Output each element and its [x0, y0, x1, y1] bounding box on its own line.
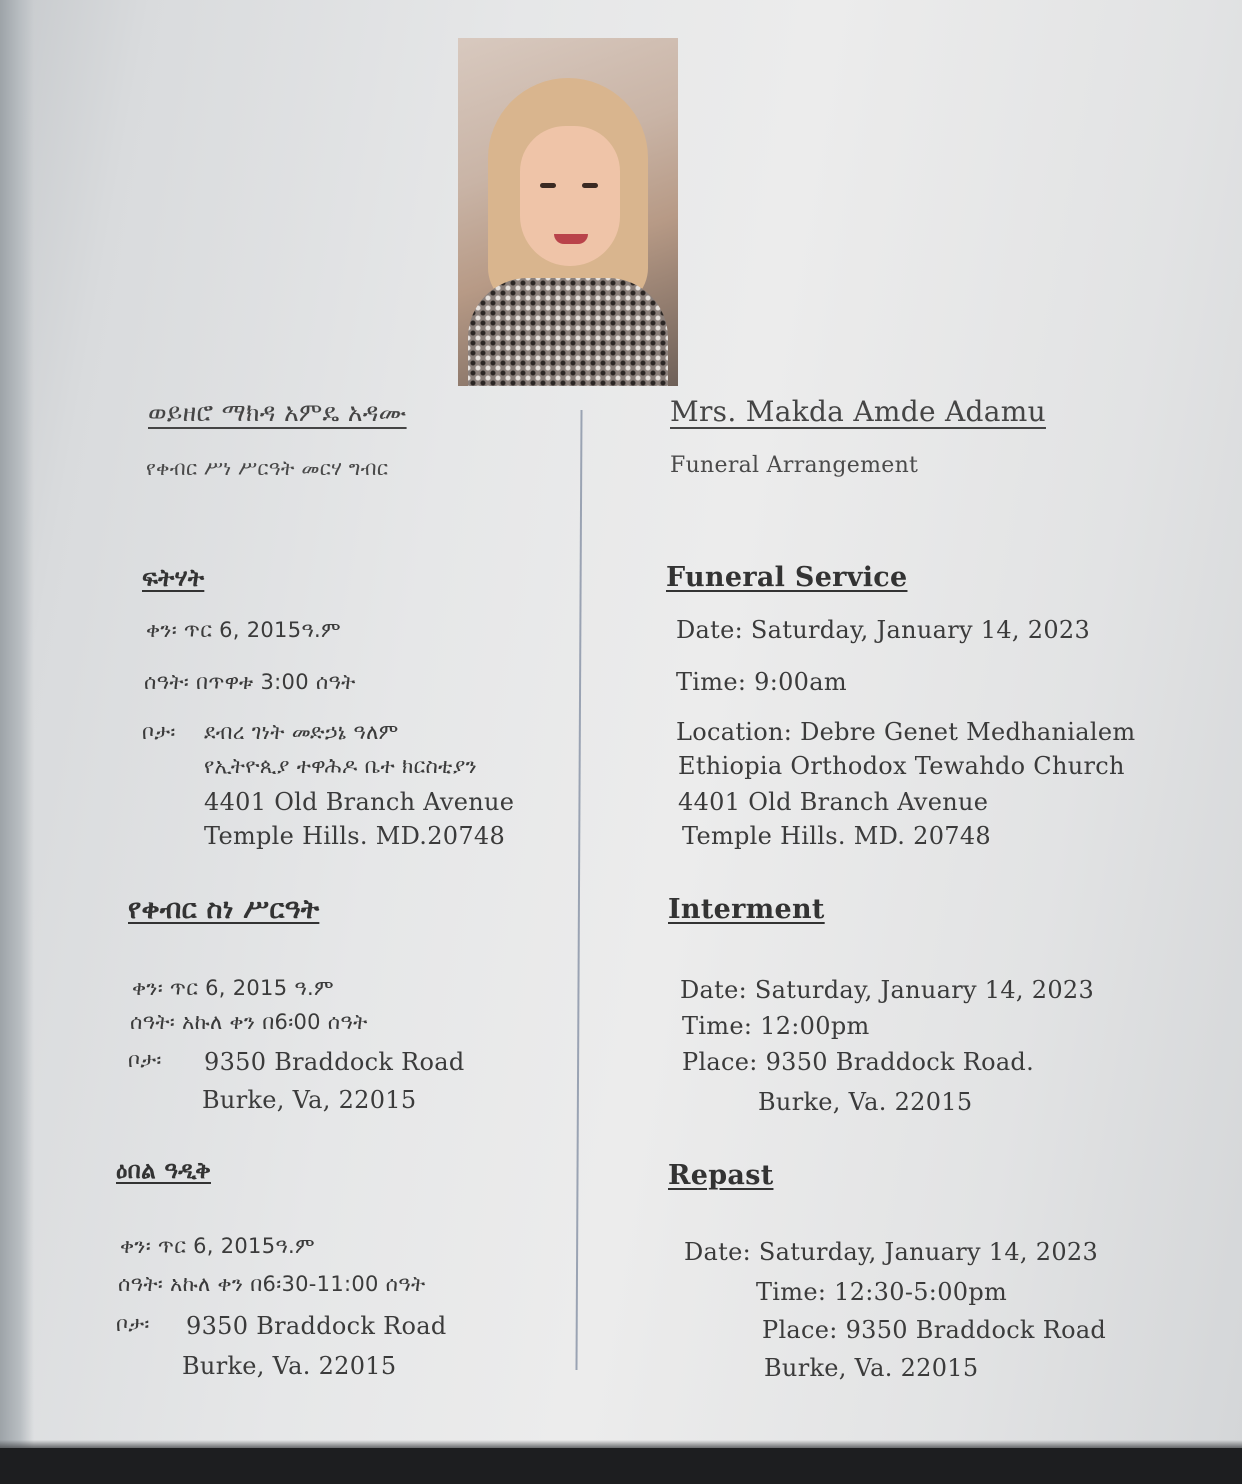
english-repast-place: Place: 9350 Braddock Road	[762, 1316, 1107, 1344]
amharic-interment-time: ሰዓት፡ አኩለ ቀን በ6፡00 ሰዓት	[130, 1010, 368, 1034]
amharic-service-address1: 4401 Old Branch Avenue	[204, 788, 515, 816]
amharic-service-date: ቀን፡ ጥር 6, 2015ዓ.ም	[146, 618, 341, 642]
amharic-service-address2: Temple Hills. MD.20748	[204, 822, 506, 850]
amharic-interment-date: ቀን፡ ጥር 6, 2015 ዓ.ም	[132, 976, 334, 1000]
amharic-service-location-label: ቦታ፡	[142, 720, 176, 744]
english-repast-heading: Repast	[668, 1160, 774, 1191]
amharic-interment-place-label: ቦታ፡	[128, 1048, 162, 1072]
portrait-patterned-top	[468, 278, 668, 386]
amharic-repast-address1: 9350 Braddock Road	[186, 1312, 447, 1340]
english-interment-date: Date: Saturday, January 14, 2023	[680, 976, 1095, 1004]
english-repast-date: Date: Saturday, January 14, 2023	[684, 1238, 1099, 1266]
page-edge-shadow	[0, 0, 34, 1450]
amharic-interment-address2: Burke, Va, 22015	[202, 1086, 417, 1114]
amharic-service-location-line2: የኢትዮጲያ ተዋሕዶ ቤተ ክርስቲያን	[204, 754, 477, 778]
english-interment-address2: Burke, Va. 22015	[758, 1088, 973, 1116]
english-service-location-line1: Location: Debre Genet Medhanialem	[676, 718, 1136, 746]
amharic-name: ወይዘሮ ማክዳ አምዴ አዳሙ	[148, 398, 407, 427]
amharic-subtitle: የቀብር ሥነ ሥርዓት መርሃ ግብር	[146, 456, 389, 480]
amharic-repast-date: ቀን፡ ጥር 6, 2015ዓ.ም	[120, 1234, 315, 1258]
english-service-time: Time: 9:00am	[676, 668, 847, 696]
portrait-smile	[554, 234, 588, 244]
portrait-photo	[458, 38, 678, 386]
amharic-repast-address2: Burke, Va. 22015	[182, 1352, 397, 1380]
column-divider	[575, 410, 582, 1370]
english-service-heading: Funeral Service	[666, 562, 908, 593]
amharic-repast-heading: ዕበል ዓዲቅ	[116, 1158, 211, 1184]
english-repast-address2: Burke, Va. 22015	[764, 1354, 979, 1382]
amharic-interment-heading: የቀብር ስነ ሥርዓት	[128, 894, 320, 925]
english-repast-time: Time: 12:30-5:00pm	[756, 1278, 1008, 1306]
amharic-repast-place-label: ቦታ፡	[116, 1312, 150, 1336]
english-subtitle: Funeral Arrangement	[670, 453, 919, 478]
english-service-address2: Temple Hills. MD. 20748	[682, 822, 991, 850]
amharic-interment-address1: 9350 Braddock Road	[204, 1048, 465, 1076]
english-service-location-line2: Ethiopia Orthodox Tewahdo Church	[678, 752, 1125, 780]
amharic-repast-time: ሰዓት፡ አኩለ ቀን በ6፡30-11:00 ሰዓት	[118, 1272, 426, 1296]
english-interment-heading: Interment	[668, 894, 825, 925]
portrait-eye-right	[582, 183, 598, 188]
english-service-date: Date: Saturday, January 14, 2023	[676, 616, 1091, 644]
english-service-address1: 4401 Old Branch Avenue	[678, 788, 989, 816]
portrait-face	[520, 126, 620, 266]
english-interment-time: Time: 12:00pm	[682, 1012, 870, 1040]
amharic-service-time: ሰዓት፡ በጥዋቱ 3:00 ሰዓት	[144, 670, 356, 694]
english-interment-place: Place: 9350 Braddock Road.	[682, 1048, 1035, 1076]
english-name: Mrs. Makda Amde Adamu	[670, 395, 1046, 428]
amharic-service-location-line1: ደብረ ገነት መድኃኔ ዓለም	[204, 720, 399, 744]
amharic-service-heading: ፍትሃት	[142, 564, 205, 592]
portrait-eye-left	[540, 183, 556, 188]
screen-bezel	[0, 1448, 1242, 1484]
